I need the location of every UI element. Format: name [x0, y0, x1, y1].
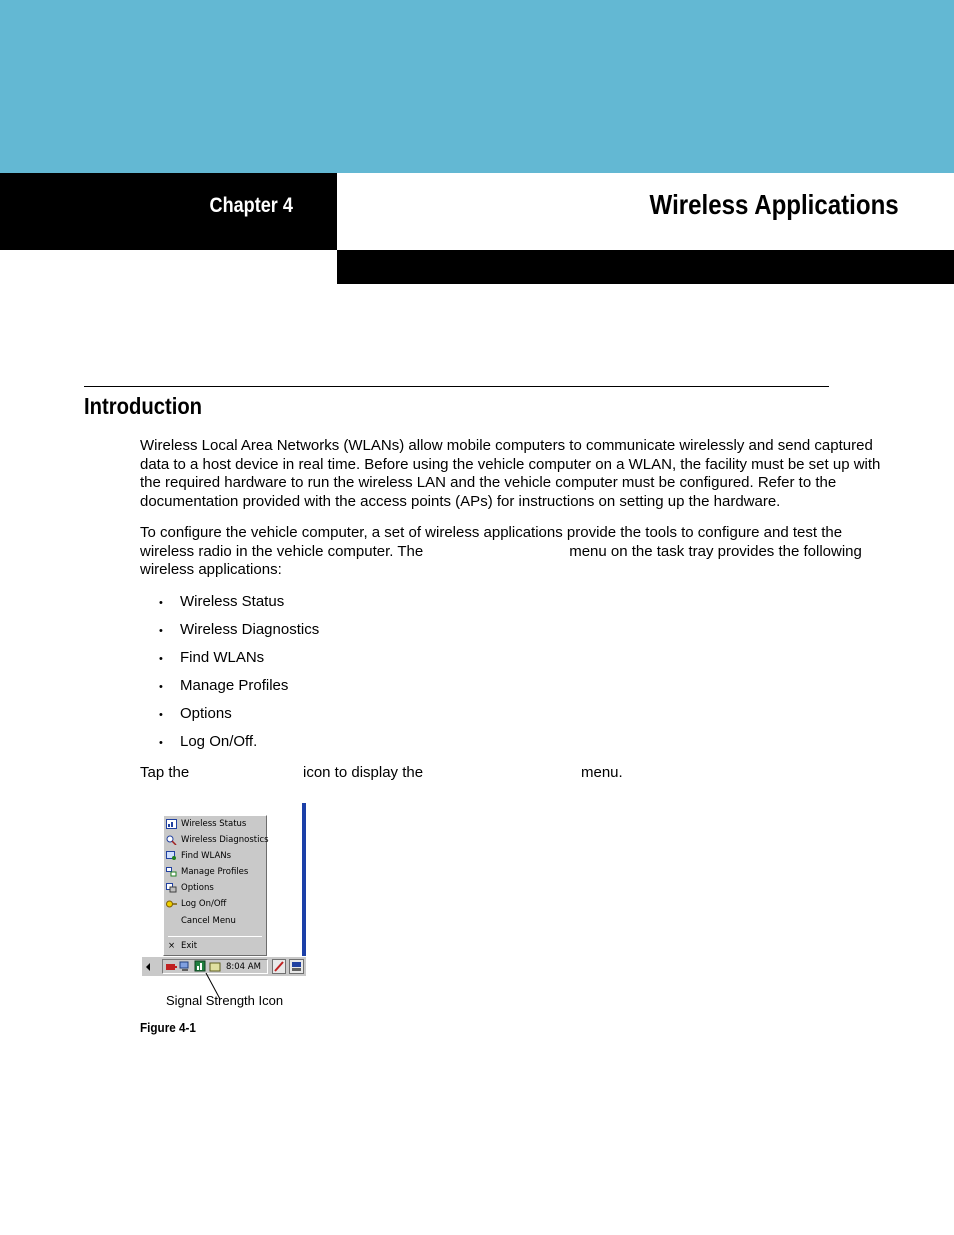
- callout-leader-line: [140, 803, 310, 1003]
- menu-item-cancel-menu[interactable]: Cancel Menu: [181, 916, 236, 926]
- chapter-label: Chapter 4: [209, 194, 293, 217]
- close-icon: ×: [168, 941, 176, 951]
- menu-item-manage-profiles[interactable]: Manage Profiles: [166, 864, 266, 880]
- intro-paragraph: Wireless Local Area Networks (WLANs) allow mobile computers to communicate wirelessly and send captured data to a host device in real time. Before using the vehicle computer on a WLAN, the facility must be set up with the required hardware to run the wireless LAN and the vehicle computer must be configured. Refer to the documentation provided with the access points (APs) for instructions on setting up the hardware.: [140, 437, 881, 511]
- wireless-menu-figure: [140, 803, 310, 979]
- menu-item-wireless-diagnostics[interactable]: Wireless Diagnostics: [166, 832, 266, 848]
- signal-strength-callout: Signal Strength Icon: [166, 993, 284, 1008]
- chapter-title: Wireless Applications: [649, 189, 899, 220]
- list-item: • Options: [140, 704, 319, 732]
- list-item: • Wireless Diagnostics: [140, 620, 319, 648]
- list-item: • Wireless Status: [140, 592, 319, 620]
- title-bar: [337, 250, 954, 284]
- section-rule: [84, 386, 829, 387]
- bullet-icon: •: [159, 625, 163, 637]
- tray-clock[interactable]: 8:04 AM: [226, 962, 261, 972]
- config-paragraph-part2: menu on the task tray provides the following wireless applications:: [140, 542, 862, 579]
- wireless-apps-list: [140, 592, 319, 760]
- menu-item-log-on-off[interactable]: Log On/Off: [166, 896, 266, 912]
- menu-item-find-wlans[interactable]: Find WLANs: [166, 848, 266, 864]
- bullet-icon: •: [159, 737, 163, 749]
- chapter-box: [0, 173, 337, 250]
- bullet-icon: •: [159, 709, 163, 721]
- bullet-icon: •: [159, 681, 163, 693]
- figure-caption: Figure 4-1: [140, 1020, 196, 1035]
- menu-item-exit[interactable]: × Exit: [166, 938, 266, 954]
- menu-item-options[interactable]: Options: [166, 880, 266, 896]
- bullet-icon: •: [159, 597, 163, 609]
- menu-item-wireless-status[interactable]: Wireless Status: [166, 816, 266, 832]
- list-item: • Manage Profiles: [140, 676, 319, 704]
- config-paragraph: [140, 524, 900, 580]
- config-paragraph-part1: To configure the vehicle computer, a set of wireless applications provide the tools to configure and test the wireless radio in the vehicle computer. The: [140, 524, 843, 560]
- header-band: [0, 0, 954, 173]
- list-item: • Find WLANs: [140, 648, 319, 676]
- section-heading: Introduction: [84, 393, 203, 419]
- bullet-icon: •: [159, 653, 163, 665]
- list-item: • Log On/Off.: [140, 732, 319, 760]
